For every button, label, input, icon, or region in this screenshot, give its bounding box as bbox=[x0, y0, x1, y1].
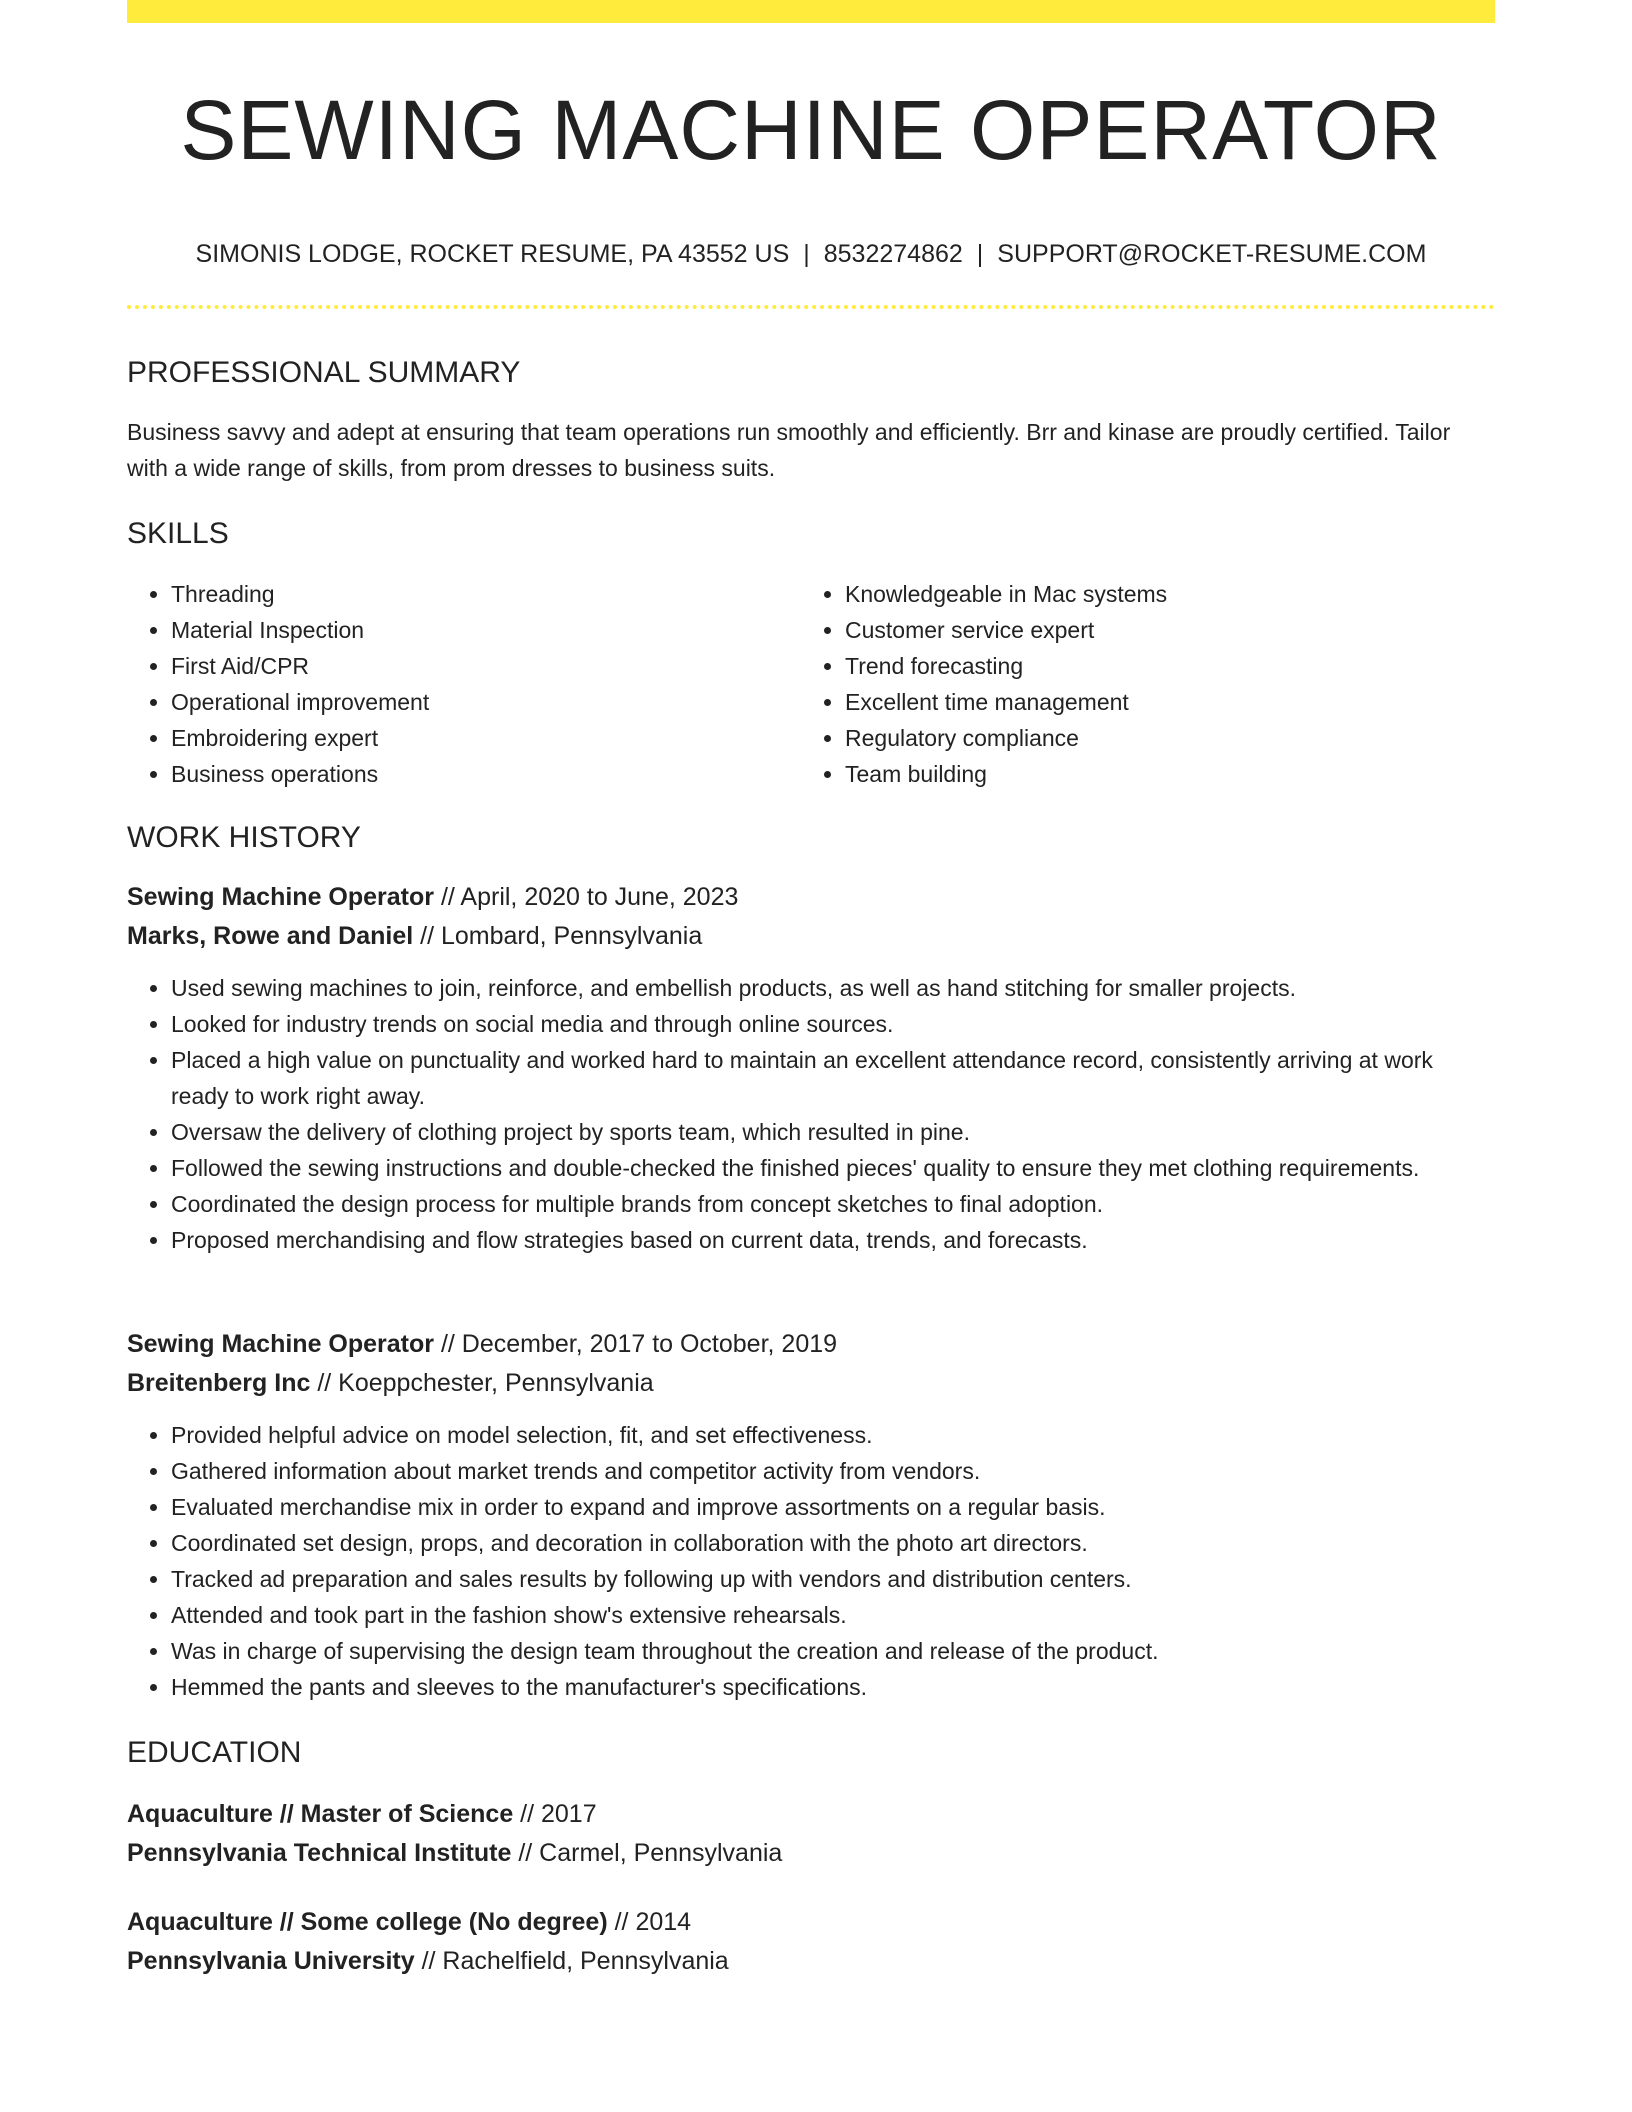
job-title: Sewing Machine Operator bbox=[127, 883, 435, 911]
work-history-heading: WORK HISTORY bbox=[127, 821, 361, 854]
contact-line bbox=[127, 237, 1495, 271]
job-bullets bbox=[127, 1417, 1495, 1705]
skill-item: • Regulatory compliance bbox=[845, 720, 1475, 756]
job-dates: // April, 2020 to June, 2023 bbox=[434, 883, 739, 911]
job-title-line bbox=[127, 880, 738, 914]
contact-separator: | bbox=[976, 240, 984, 268]
job-bullet: • Attended and took part in the fashion show's extensive rehearsals. bbox=[171, 1597, 1495, 1633]
education-degree-line bbox=[127, 1797, 597, 1831]
job-bullet: • Provided helpful advice on model selection, fit, and set effectiveness. bbox=[171, 1417, 1495, 1453]
dotted-divider bbox=[127, 305, 1495, 309]
job-bullet: • Coordinated set design, props, and decoration in collaboration with the photo art directors. bbox=[171, 1525, 1495, 1561]
job-bullet: • Gathered information about market trends and competitor activity from vendors. bbox=[171, 1453, 1495, 1489]
education-school-line bbox=[127, 1944, 729, 1978]
education-degree: Aquaculture // Some college (No degree) bbox=[127, 1908, 608, 1936]
skill-item: • Excellent time management bbox=[845, 684, 1475, 720]
skills-column-left bbox=[127, 576, 801, 792]
page-title: SEWING MACHINE OPERATOR bbox=[180, 83, 1442, 177]
job-bullet: • Evaluated merchandise mix in order to expand and improve assortments on a regular basis. bbox=[171, 1489, 1495, 1525]
job-bullet: • Proposed merchandising and flow strategies based on current data, trends, and forecasts. bbox=[171, 1222, 1495, 1258]
education-location: // Carmel, Pennsylvania bbox=[511, 1839, 783, 1867]
contact-email: SUPPORT@ROCKET-RESUME.COM bbox=[997, 240, 1427, 268]
job-bullets bbox=[127, 970, 1495, 1258]
job-title-line bbox=[127, 1327, 837, 1361]
skill-item: • Business operations bbox=[171, 756, 801, 792]
summary-text: Business savvy and adept at ensuring that team operations run smoothly and efficiently. Brr and kinase are proudly certified. Tailor with a wide range of skills, from prom dresses to business suits. bbox=[127, 419, 1451, 481]
education-year: // 2014 bbox=[607, 1908, 692, 1936]
education-school-line bbox=[127, 1836, 782, 1870]
summary-heading: PROFESSIONAL SUMMARY bbox=[127, 356, 521, 389]
job-bullet: • Looked for industry trends on social media and through online sources. bbox=[171, 1006, 1495, 1042]
education-degree: Aquaculture // Master of Science bbox=[127, 1800, 514, 1828]
education-school: Pennsylvania University bbox=[127, 1947, 415, 1975]
education-school: Pennsylvania Technical Institute bbox=[127, 1839, 512, 1867]
education-location: // Rachelfield, Pennsylvania bbox=[414, 1947, 729, 1975]
contact-address: SIMONIS LODGE, ROCKET RESUME, PA 43552 US bbox=[195, 240, 790, 268]
job-company-line bbox=[127, 919, 702, 953]
job-location: // Lombard, Pennsylvania bbox=[413, 922, 703, 950]
job-bullet: • Placed a high value on punctuality and worked hard to maintain an excellent attendance record, consistently arriving at work ready to work right away. bbox=[171, 1042, 1495, 1114]
job-bullet: • Was in charge of supervising the design team throughout the creation and release of the product. bbox=[171, 1633, 1495, 1669]
job-bullet: • Used sewing machines to join, reinforce, and embellish products, as well as hand stitching for smaller projects. bbox=[171, 970, 1495, 1006]
job-dates: // December, 2017 to October, 2019 bbox=[434, 1330, 838, 1358]
education-heading: EDUCATION bbox=[127, 1736, 302, 1769]
job-company-line bbox=[127, 1366, 654, 1400]
accent-top-bar bbox=[127, 0, 1495, 23]
job-company: Breitenberg Inc bbox=[127, 1369, 311, 1397]
skill-item: • Embroidering expert bbox=[171, 720, 801, 756]
skills-heading: SKILLS bbox=[127, 517, 229, 550]
job-bullet: • Followed the sewing instructions and double-checked the finished pieces' quality to ensure they met clothing requirements. bbox=[171, 1150, 1495, 1186]
skill-item: • Material Inspection bbox=[171, 612, 801, 648]
contact-phone: 8532274862 bbox=[823, 240, 963, 268]
job-company: Marks, Rowe and Daniel bbox=[127, 922, 414, 950]
skill-item: • First Aid/CPR bbox=[171, 648, 801, 684]
skills-list bbox=[127, 576, 1495, 792]
skill-item: • Knowledgeable in Mac systems bbox=[845, 576, 1475, 612]
skill-item: • Operational improvement bbox=[171, 684, 801, 720]
job-bullet: • Oversaw the delivery of clothing project by sports team, which resulted in pine. bbox=[171, 1114, 1495, 1150]
job-location: // Koeppchester, Pennsylvania bbox=[310, 1369, 654, 1397]
skill-item: • Trend forecasting bbox=[845, 648, 1475, 684]
education-year: // 2017 bbox=[513, 1800, 597, 1828]
contact-separator: | bbox=[803, 240, 810, 268]
skill-item: • Customer service expert bbox=[845, 612, 1475, 648]
skill-item: • Team building bbox=[845, 756, 1475, 792]
job-title: Sewing Machine Operator bbox=[127, 1330, 435, 1358]
skills-column-right bbox=[801, 576, 1475, 792]
education-degree-line bbox=[127, 1905, 691, 1939]
skill-item: • Threading bbox=[171, 576, 801, 612]
job-bullet: • Hemmed the pants and sleeves to the manufacturer's specifications. bbox=[171, 1669, 1495, 1705]
job-bullet: • Tracked ad preparation and sales results by following up with vendors and distribution centers. bbox=[171, 1561, 1495, 1597]
job-bullet: • Coordinated the design process for multiple brands from concept sketches to final adoption. bbox=[171, 1186, 1495, 1222]
